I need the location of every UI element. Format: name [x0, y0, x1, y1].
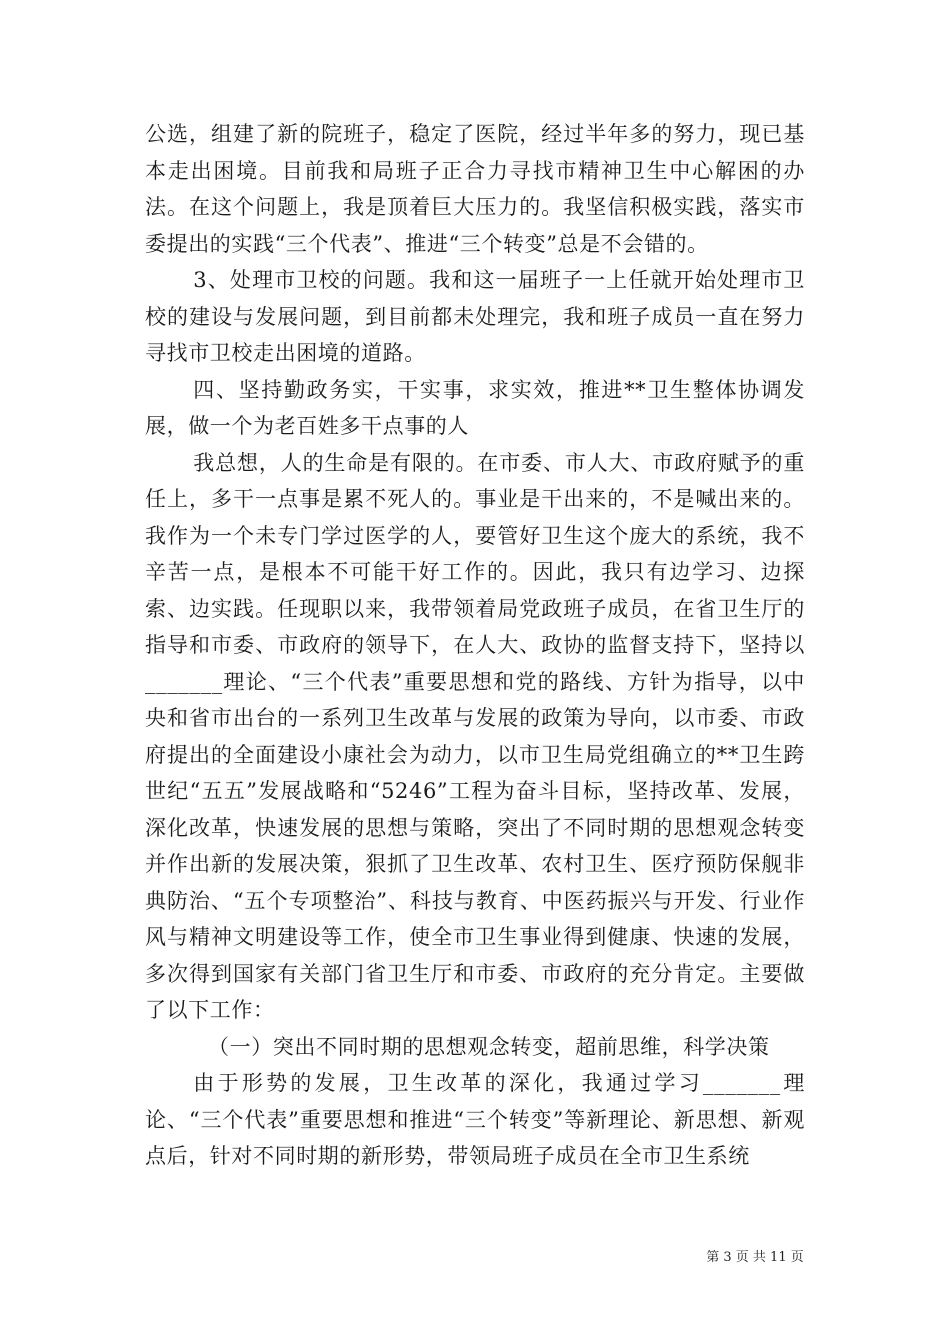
subsection-heading-one: （一）突出不同时期的思想观念转变，超前思维，科学决策	[208, 1034, 770, 1059]
paragraph-main-body: 我总想，人的生命是有限的。在市委、市人大、市政府赋予的重任上，多干一点事是累不死人的。事业是干出来的，不是喊出来的。我作为一个未专门学过医学的人，要管好卫生这个庞大的系统，我不辛苦一点，是根本不可能干好工作的。因此，我只有边学习、边探索、边实践。任现职以来，我带领着局党政班子成员，在省卫生厅的指导和市委、市政府的领导下，在人大、政协的监督支持下，坚持以_______理论、“三个代表”重要思想和党的路线、方针为指导，以中央和省市出台的一系列卫生改革与发展的政策为导向，以市委、市政府提出的全面建设小康社会为动力，以市卫生局党组确立的**卫生跨世纪“五五”发展战略和“5246”工程为奋斗目标，坚持改革、发展，深化改革，快速发展的思想与策略，突出了不同时期的思想观念转变并作出新的发展决策，狠抓了卫生改革、农村卫生、医疗预防保舰非典防治、“五个专项整治”、科技与教育、中医药振兴与开发、行业作风与精神文明建设等工作，使全市卫生事业得到健康、快速的发展，多次得到国家有关部门省卫生厅和市委、市政府的充分肯定。主要做了以下工作：	[145, 450, 805, 1022]
page-number-footer: 第 3 页 共 11 页	[706, 1250, 804, 1265]
paragraph-wei-xiao-issue: 3、处理市卫校的问题。我和这一届班子一上任就开始处理市卫校的建设与发展问题，到目前都未处理完，我和班子成员一直在努力寻找市卫校走出困境的道路。	[145, 268, 805, 365]
document-body	[145, 116, 805, 1175]
paragraph-subsection-body: 由于形势的发展，卫生改革的深化，我通过学习_______理论、“三个代表”重要思想和推进“三个转变”等新理论、新思想、新观点后，针对不同时期的新形势，带领局班子成员在全市卫生系统	[145, 1071, 805, 1168]
section-heading-four: 四、坚持勤政务实，干实事，求实效，推进**卫生整体协调发展，做一个为老百姓多干点事的人	[145, 377, 805, 438]
paragraph-continuation: 公选，组建了新的院班子，稳定了医院，经过半年多的努力，现已基本走出困境。目前我和局班子正合力寻找市精神卫生中心解困的办法。在这个问题上，我是顶着巨大压力的。我坚信积极实践，落实市委提出的实践“三个代表”、推进“三个转变”总是不会错的。	[145, 122, 805, 256]
